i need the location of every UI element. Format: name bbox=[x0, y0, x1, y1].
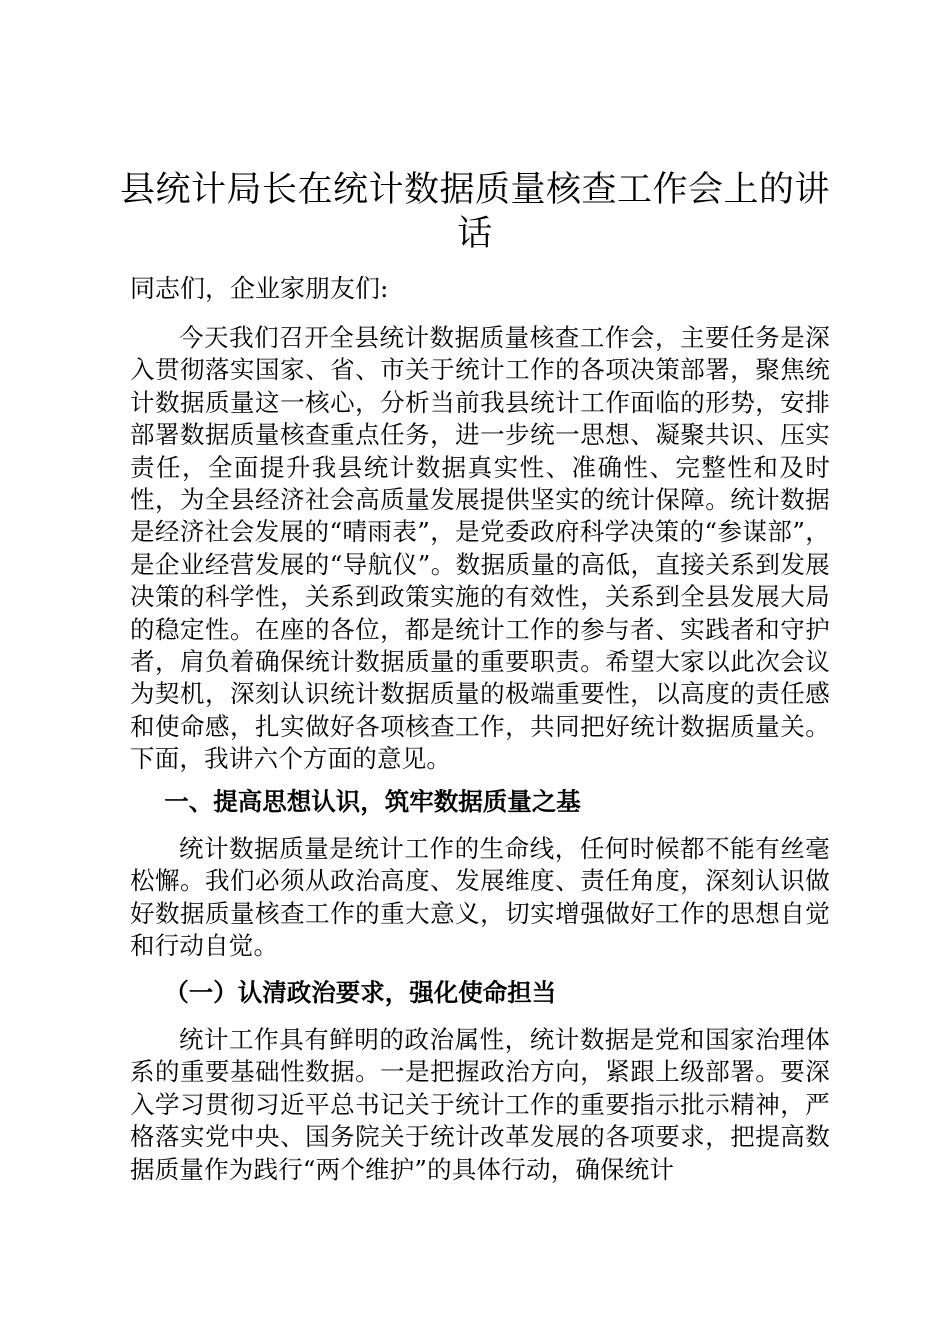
subsection-heading-1: （一）认清政治要求，强化使命担当 bbox=[164, 978, 557, 1007]
paragraph-subsection-1: 统计工作具有鲜明的政治属性，统计数据是党和国家治理体系的重要基础性数据。一是把握政治方向，紧跟上级部署。要深入学习贯彻习近平总书记关于统计工作的重要指示批示精神，严格落实党中央、国务院关于统计改革发展的各项要求，把提高数据质量作为践行“两个维护”的具体行动，确保统计 bbox=[130, 1025, 830, 1184]
section-heading-1: 一、提高思想认识，筑牢数据质量之基 bbox=[164, 787, 581, 816]
paragraph-section-1: 统计数据质量是统计工作的生命线，任何时候都不能有丝毫松懈。我们必须从政治高度、发展维度、责任角度，深刻认识做好数据质量核查工作的重大意义，切实增强做好工作的思想自觉和行动自觉。 bbox=[130, 834, 830, 961]
salutation: 同志们，企业家朋友们: bbox=[130, 274, 389, 303]
paragraph-introduction: 今天我们召开全县统计数据质量核查工作会，主要任务是深入贯彻落实国家、省、市关于统计工作的各项决策部署，聚焦统计数据质量这一核心，分析当前我县统计工作面临的形势，安排部署数据质量核查重点任务，进一步统一思想、凝聚共识、压实责任，全面提升我县统计数据真实性、准确性、完整性和及时性，为全县经济社会高质量发展提供坚实的统计保障。统计数据是经济社会发展的“晴雨表”，是党委政府科学决策的“参谋部”，是企业经营发展的“导航仪”。数据质量的高低，直接关系到发展决策的科学性，关系到政策实施的有效性，关系到全县发展大局的稳定性。在座的各位，都是统计工作的参与者、实践者和守护者，肩负着确保统计数据质量的重要职责。希望大家以此次会议为契机，深刻认识统计数据质量的极端重要性，以高度的责任感和使命感，扎实做好各项核查工作，共同把好统计数据质量关。下面，我讲六个方面的意见。 bbox=[130, 323, 830, 774]
document-title: 县统计局长在统计数据质量核查工作会上的讲话 bbox=[120, 170, 831, 254]
